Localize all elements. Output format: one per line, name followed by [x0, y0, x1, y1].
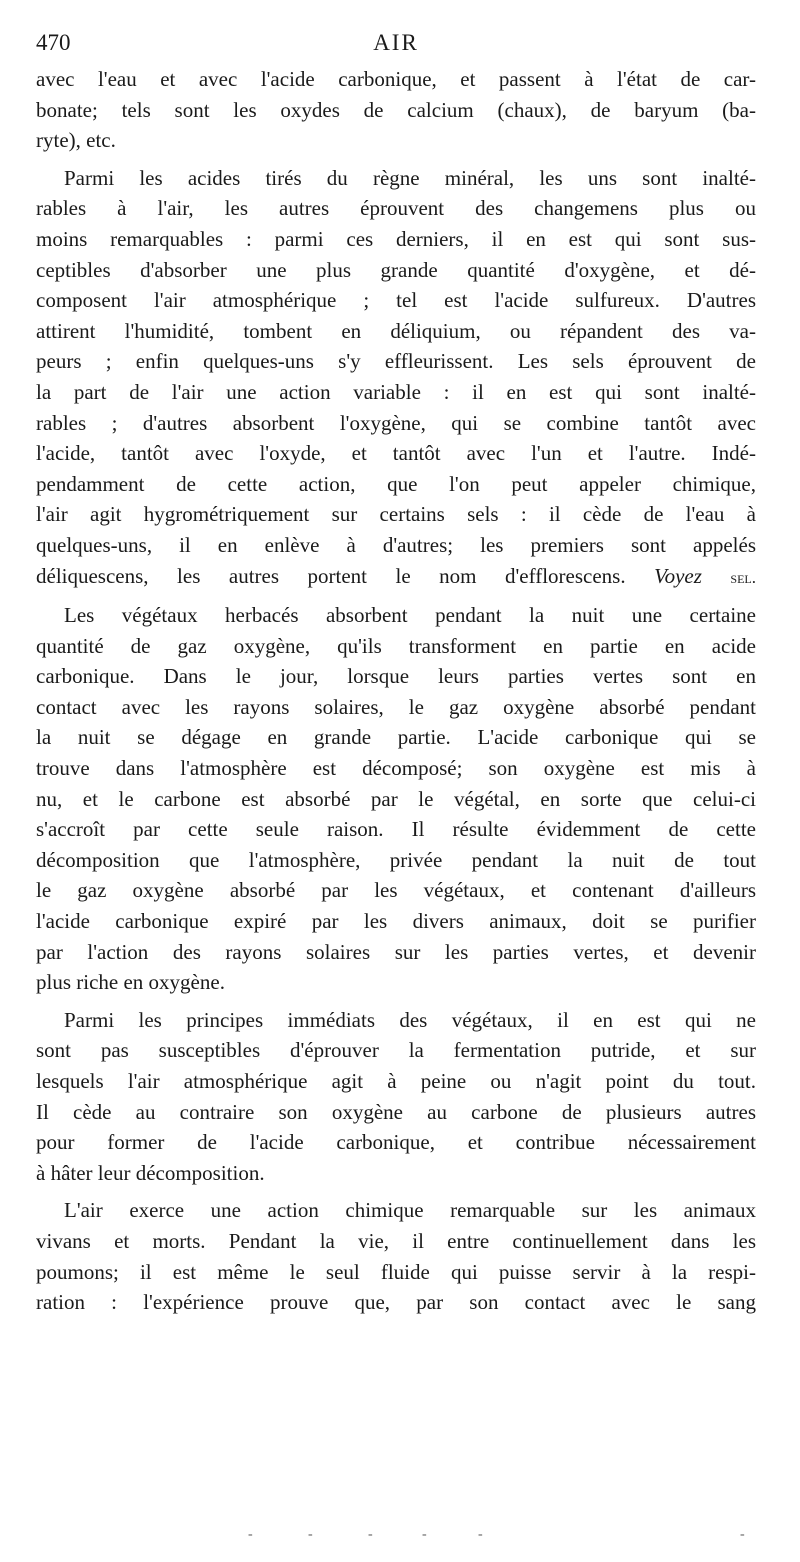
- paragraph: [36, 163, 756, 593]
- text-line: poumons; il est même le seul fluide qui puisse servir à la respi-: [36, 1259, 756, 1284]
- text-line: rables à l'air, les autres éprouvent des changemens plus ou: [36, 196, 756, 221]
- text-line: avec l'eau et avec l'acide carbonique, et passent à l'état de car-: [36, 67, 756, 91]
- text-line: bonate; tels sont les oxydes de calcium (chaux), de baryum (ba-: [36, 97, 756, 122]
- decorative-dash: -: [368, 1527, 373, 1542]
- decorative-dash: -: [422, 1527, 427, 1542]
- text-line: peurs ; enfin quelques-uns s'y effleurissent. Les sels éprouvent de: [36, 349, 756, 374]
- text-line: la part de l'air une action variable : il en est qui sont inalté-: [36, 379, 756, 404]
- decorative-dash: -: [478, 1527, 483, 1542]
- text-line: quelques-uns, il en enlève à d'autres; les premiers sont appelés: [36, 532, 756, 557]
- text-line: rables ; d'autres absorbent l'oxygène, qui se combine tantôt avec: [36, 410, 756, 435]
- text-line: pendamment de cette action, que l'on peut appeler chimique,: [36, 471, 756, 496]
- text-line: composent l'air atmosphérique ; tel est l'acide sulfureux. D'autres: [36, 288, 756, 313]
- text-line: ration : l'expérience prouve que, par son contact avec le sang: [36, 1290, 756, 1315]
- text-line: ceptibles d'absorber une plus grande quantité d'oxygène, et dé-: [36, 257, 756, 282]
- text-line: l'air agit hygrométriquement sur certains sels : il cède de l'eau à: [36, 502, 756, 527]
- text-line: Parmi les acides tirés du règne minéral, les uns sont inalté-: [64, 165, 756, 190]
- text-line: contact avec les rayons solaires, le gaz oxygène absorbé pendant: [36, 694, 756, 719]
- text-line: plus riche en oxygène.: [36, 970, 225, 995]
- text-line: carbonique. Dans le jour, lorsque leurs parties vertes sont en: [36, 664, 756, 689]
- book-page: [36, 30, 756, 1325]
- text-segment: déliquescens, les autres portent le nom d'efflorescens.: [36, 563, 655, 588]
- paragraph: [36, 1195, 756, 1317]
- decorative-dash: -: [248, 1527, 253, 1542]
- decorative-dash: -: [740, 1527, 745, 1542]
- text-line: à hâter leur décomposition.: [36, 1160, 265, 1185]
- text-line: trouve dans l'atmosphère est décomposé; son oxygène est mis à: [36, 756, 756, 781]
- text-line: quantité de gaz oxygène, qu'ils transforment en partie en acide: [36, 633, 756, 658]
- text-line: pour former de l'acide carbonique, et contribue nécessairement: [36, 1130, 756, 1155]
- text-line: par l'action des rayons solaires sur les parties vertes, et devenir: [36, 939, 756, 964]
- running-title: AIR: [373, 30, 419, 55]
- text-line: décomposition que l'atmosphère, privée pendant la nuit de tout: [36, 847, 756, 872]
- paragraph: [36, 1005, 756, 1189]
- text-line: Parmi les principes immédiats des végétaux, il en est qui ne: [64, 1007, 756, 1032]
- decorative-dash: -: [308, 1527, 313, 1542]
- text-line: Il cède au contraire son oxygène au carbone de plusieurs autres: [36, 1099, 756, 1124]
- cross-reference-label: Voyez: [654, 563, 731, 588]
- page-number: 470: [36, 30, 71, 55]
- text-line: s'accroît par cette seule raison. Il résulte évidemment de cette: [36, 817, 756, 842]
- text-line: l'acide, tantôt avec l'oxyde, et tantôt avec l'un et l'autre. Indé-: [36, 441, 756, 466]
- text-line: la nuit se dégage en grande partie. L'acide carbonique qui se: [36, 725, 756, 750]
- text-line: attirent l'humidité, tombent en déliquium, ou répandent des va-: [36, 318, 756, 343]
- text-line: sont pas susceptibles d'éprouver la fermentation putride, et sur: [36, 1038, 756, 1063]
- text-line: ryte), etc.: [36, 128, 116, 153]
- text-line: le gaz oxygène absorbé par les végétaux, et contenant d'ailleurs: [36, 878, 756, 903]
- text-line: vivans et morts. Pendant la vie, il entre continuellement dans les: [36, 1228, 756, 1253]
- text-line: L'air exerce une action chimique remarquable sur les animaux: [64, 1198, 756, 1223]
- paragraph: [36, 600, 756, 998]
- running-head: [36, 30, 756, 64]
- cross-reference-target: sel.: [730, 567, 756, 587]
- bottom-marks: [0, 1527, 800, 1547]
- text-line: moins remarquables : parmi ces derniers, il en est qui sont sus-: [36, 226, 756, 251]
- text-line: l'acide carbonique expiré par les divers animaux, doit se purifier: [36, 909, 756, 934]
- text-line: [36, 561, 756, 594]
- text-line: nu, et le carbone est absorbé par le végétal, en sorte que celui-ci: [36, 786, 756, 811]
- body-text: [36, 64, 756, 1318]
- text-line: Les végétaux herbacés absorbent pendant la nuit une certaine: [64, 603, 756, 628]
- paragraph: [36, 64, 756, 156]
- text-line: lesquels l'air atmosphérique agit à peine ou n'agit point du tout.: [36, 1069, 756, 1093]
